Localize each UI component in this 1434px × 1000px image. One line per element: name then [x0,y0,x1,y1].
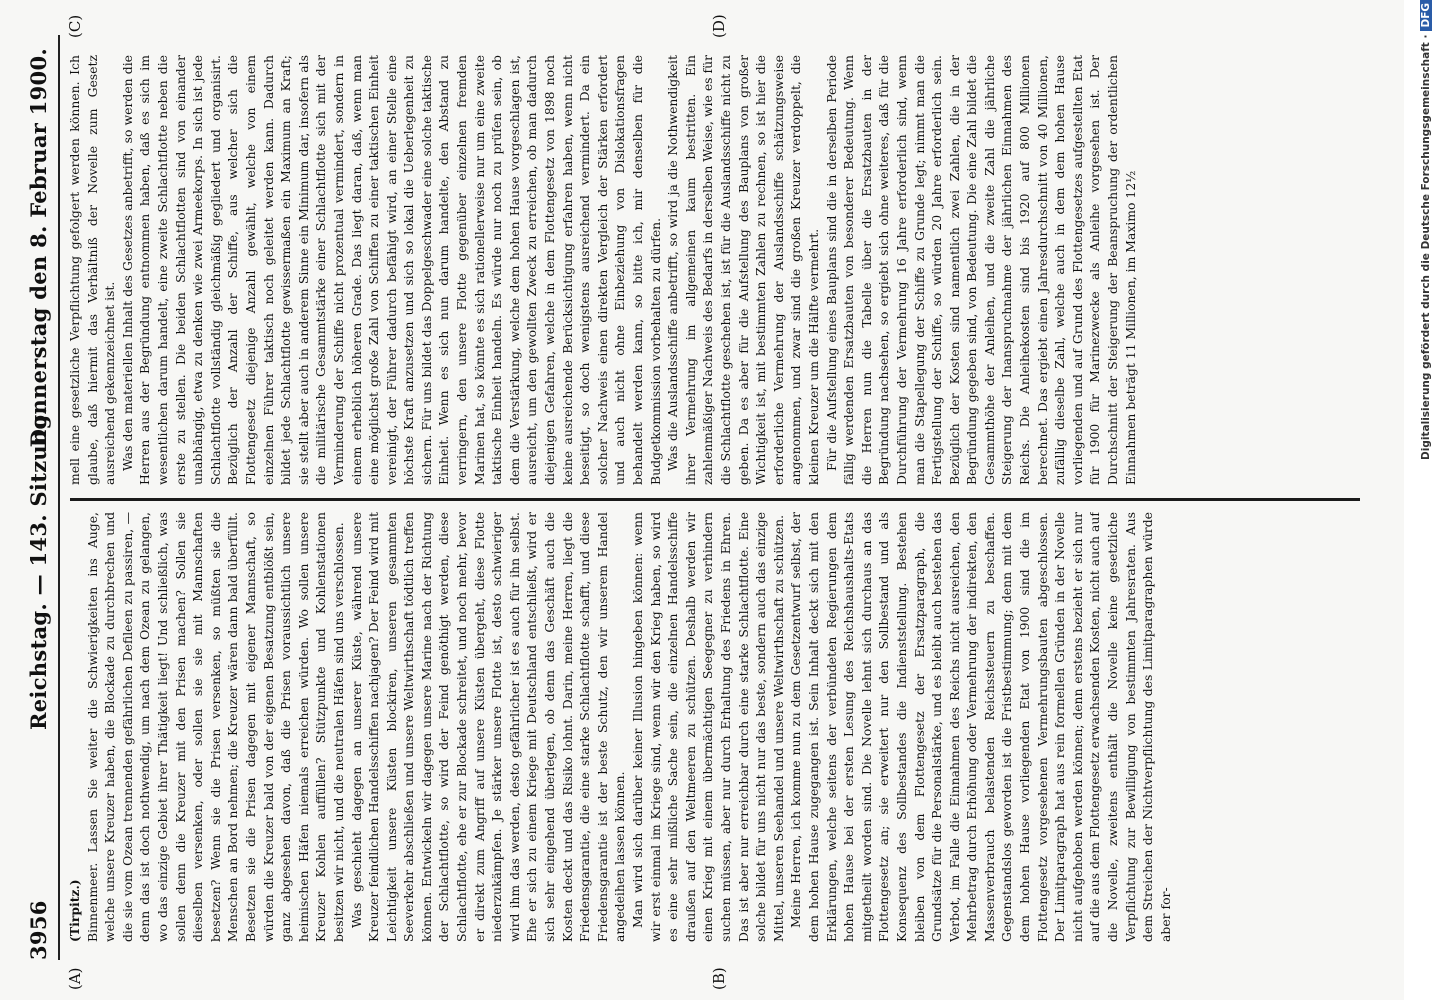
session-date: Donnerstag den 8. Februar 1900. [26,48,51,448]
paragraph: Was den materiellen Inhalt des Gesetzes anbetrifft, so werden die Herren aus der Begründung entnommen haben, daß es sich im wesentlichen darum handelt, eine zweite Schlachtflotte neben die erste zu stellen. Die beiden Schlachtflotten sind von einander unabhängig, etwa zu denken wie zwei Armeekorps. In sich ist jede Schlachtflotte vollständig gleichmäßig gegliedert und organisirt. Bezüglich der Anzahl der Schiffe, aus welcher sich die Flottengesetz diejenige Anzahl gewählt, welche von einem einzelnen Führer taktisch noch geleitet werden kann. Dadurch bildet jede Schlachtflotte gewissermaßen ein Maximum an Kraft; sie stellt aber auch in anderem Sinne ein Minimum dar, insofern als die militärische Gesammtstärke einer Schlachtflotte sich mit der Verminderung der Schiffe nicht prozentual vermindert, sondern in einem erheblich höheren Grade. Das liegt daran, daß, wenn man eine möglichst große Zahl von Schiffen zu einer taktischen Einheit vereinigt, der Führer dadurch befähigt wird, an einer Stelle eine höchste Kraft anzusetzen und sich so lokal die Ueberlegenheit zu sichern. Für uns bildet das Doppelgeschwader eine solche taktische Einheit. Wenn es sich nun darum handelte, den Abstand zu verringern, den unsere Flotte gegenüber einzelnen fremden Marinen hat, so könnte es sich rationellerweise nur um eine zweite taktische Einheit handeln. Es würde nur noch zu prüfen sein, ob dem die Verstärkung, welche dem hohen Hause vorgeschlagen ist, ausreicht, um den gewollten Zweck zu erreichen, ob man dadurch diejenigen Gefahren, welche in dem Flottengesetz von 1898 noch keine ausreichende Berücksichtigung erfahren haben, wenn nicht beseitigt, so doch wenigstens ausreichend vermindert. Da ein solcher Nachweis einen direkten Vergleich der Stärken erfordert und auch nicht ohne Einbeziehung von Dislokationsfragen behandelt werden kann, so bitte ich, mir denselben für die Budgetkommission vorbehalten zu dürfen. [119,55,663,485]
speaker-name: (Tirpitz.) [67,879,82,942]
text-column-right [66,55,1356,485]
margin-marker-a: (A) [66,967,84,990]
paragraph: Man wird sich darüber keiner Illusion hingeben können: wenn wir erst einmal im Kriege sind, wenn wir den Krieg haben, so wird es eine sehr mißliche Sache sein, die einzelnen Handelsschiffe draußen auf den Weltmeeren zu schützen. Deshalb werden wir einen Krieg mit einem übermächtigen Seegegner zu verhindern suchen müssen, aber nur durch Erhaltung des Friedens in Ehren. Das ist aber nur erreichbar durch eine starke Schlachtflotte. Eine solche bildet für uns nicht nur das beste, sondern auch das einzige Mittel, unseren Seehandel und unsere Weltwirthschaft zu schützen. [630,512,786,942]
text-column-left [66,512,1356,942]
paragraph: Was die Auslandsschiffe anbetrifft, so wird ja die Nothwendigkeit ihrer Vermehrung im allgemeinen kaum bestritten. Ein zahlenmäßiger Nachweis des Bedarfs in derselben Weise, wie es für die Schlachtflotte geschehen ist, ist für die Auslandsschiffe nicht zu geben. Da es aber für die Aufstellung des Bauplans von großer Wichtigkeit ist, mit bestimmten Zahlen zu rechnen, so ist hier die erforderliche Vermehrung der Auslandsschiffe schätzungsweise angenommen, und zwar sind die großen Kreuzer verdoppelt, die kleinen Kreuzer um die Hälfte vermehrt. [665,55,821,485]
column-divider [70,498,1360,501]
session-title: Reichstag. — 143. Sitzung. [26,406,51,730]
margin-marker-b: (B) [710,967,728,990]
digitization-credit [1406,0,1434,1000]
page-header [24,40,58,960]
paragraph: Was geschieht dagegen an unserer Küste, während unsere Kreuzer feindlichen Handelsschiffen nachjagen? Der Feind wird mit Leichtigkeit unsere Küsten blockiren, unseren gesammten Seeverkehr abschließen und unsere Weltwirthschaft tödtlich treffen können. Entwickeln wir dagegen unsere Marine nach der Richtung der Schlachtflotte, so wird der Feind genöthigt werden, diese Schlachtflotte, ehe er zur Blockade schreitet, und noch mehr, bevor er direkt zum Angriff auf unsere Küsten übergeht, diese Flotte niederzukämpfen. Je stärker unsere Flotte ist, desto schwieriger wird ihm das werden, desto gefährlicher ist es auch für ihn selbst. Ehe er sich zu einem Kriege mit Deutschland entschließt, wird er sich sehr eingehend überlegen, ob denn das Geschäft auch die Kosten deckt und das Risiko lohnt. Darin, meine Herren, liegt die Friedensgarantie, die eine starke Schlachtflotte schafft, und diese Friedensgarantie ist der beste Schutz, den wir unserem Handel angedeihen lassen können. [348,512,628,942]
paragraph: Binnenmeer. Lassen Sie weiter die Schwierigkeiten ins Auge, welche unsere Kreuzer haben, die Blockade zu durchbrechen und die sie vom Ozean trennenden gefährlichen Defileen zu passiren, — denn das ist doch nothwendig, um nach dem Ozean zu gelangen, wo das einzige Gebiet ihrer Thätigkeit liegt! Und schließlich, was sollen denn die Kreuzer mit den Prisen machen? Sollen sie dieselben versenken, oder sollen sie sie mit Mannschaften besetzen? Wenn sie die Prisen versenken, so müßten sie die Menschen an Bord nehmen; die Kreuzer wären dann bald überfüllt. Besetzen sie die Prisen dagegen mit eigener Mannschaft, so würden die Kreuzer bald von der eigenen Besatzung entblößt sein, ganz abgesehen davon, daß die Prisen voraussichtlich unsere heimischen Häfen niemals erreichen würden. Wo sollen unsere Kreuzer Kohlen auffüllen? Stützpunkte und Kohlenstationen besitzen wir nicht, und die neutralen Häfen sind uns verschlossen. [84,512,346,942]
paragraph: Meine Herren, ich komme nun zu dem Gesetzentwurf selbst, der dem hohen Hause zugegangen ist. Sein Inhalt deckt sich mit den Erklärungen, welche seitens der verbündeten Regierungen dem hohen Hause bei der ersten Lesung des Reichshaushalts-Etats mitgetheilt worden sind. Die Novelle lehnt sich durchaus an das Flottengesetz an; sie erweitert nur den Sollbestand und als Konsequenz des Sollbestandes die Indienststellung. Bestehen bleiben von dem Flottengesetz der Ersatzparagraph, die Grundsätze für die Personalstärke, und es bleibt auch bestehen das Verbot, im Falle die Einnahmen des Reichs nicht ausreichen, den Mehrbetrag durch Erhöhung oder Vermehrung der indirekten, den Massenverbrauch belastenden Reichssteuern zu beschaffen. Gegenstandslos geworden ist die Fristbestimmung; denn mit dem dem hohen Hause vorliegenden Etat von 1900 sind die im Flottengesetz vorgesehenen Vermehrungsbauten abgeschlossen. Der Limitparagraph hat aus rein formellen Gründen in der Novelle nicht aufgehoben werden können; denn erstens bezieht er sich nur auf die aus dem Flottengesetz erwachsenden Kosten, nicht auch auf die Novelle, zweitens enthält die Novelle keine gesetzliche Verpflichtung zur Bewilligung von bestimmten Jahresraten. Aus dem Streichen der Nichtverpflichtung des Limitparagraphen würde aber for- [788,512,1173,942]
margin-marker-c: (C) [66,14,84,38]
credit-text: Digitalisierung gefördert durch die Deutsche Forschungsgemeinschaft · [1420,34,1432,460]
margin-marker-d: (D) [710,14,728,38]
dfg-logo: DFG [1420,0,1432,31]
paragraph: Für die Aufstellung eines Bauplans sind die in derselben Periode fällig werdenden Ersatzbauten von besonderer Bedeutung. Wenn die Herren nun die Tabelle über die Ersatzbauten in der Begründung nachsehen, so ergiebt sich ohne weiteres, daß für die Durchführung der Vermehrung 16 Jahre erforderlich sind, wenn man die Stapellegung der Schiffe zu Grunde legt; nimmt man die Fertigstellung der Schiffe, so würden 20 Jahre erforderlich sein. Bezüglich der Kosten sind namentlich zwei Zahlen, die in der Begründung gegeben sind, von Bedeutung. Die eine Zahl bildet die Gesammthöhe der Anleihen, und die zweite Zahl die jährliche Steigerung der Inanspruchnahme der jährlichen Einnahmen des Reichs. Die Anleihekosten sind bis 1920 auf 800 Millionen berechnet. Das ergiebt einen Jahresdurchschnitt von 40 Millionen, zufällig dieselbe Zahl, welche auch in dem dem hohen Hause vorliegenden und auf Grund des Flottengesetzes aufgestellten Etat für 1900 für Marinezwecke als Anleihe vorgesehen ist. Der Durchschnitt der Steigerung der Beanspruchung der ordentlichen Einnahmen beträgt 11 Millionen, im Maximo 12½ [823,55,1138,485]
page-number: 3956 [26,900,51,960]
header-rule [58,35,60,960]
paragraph: mell eine gesetzliche Verpflichtung gefolgert werden können. Ich glaube, daß hiermit das Verhältniß der Novelle zum Gesetz ausreichend gekennzeichnet ist. [67,55,118,485]
